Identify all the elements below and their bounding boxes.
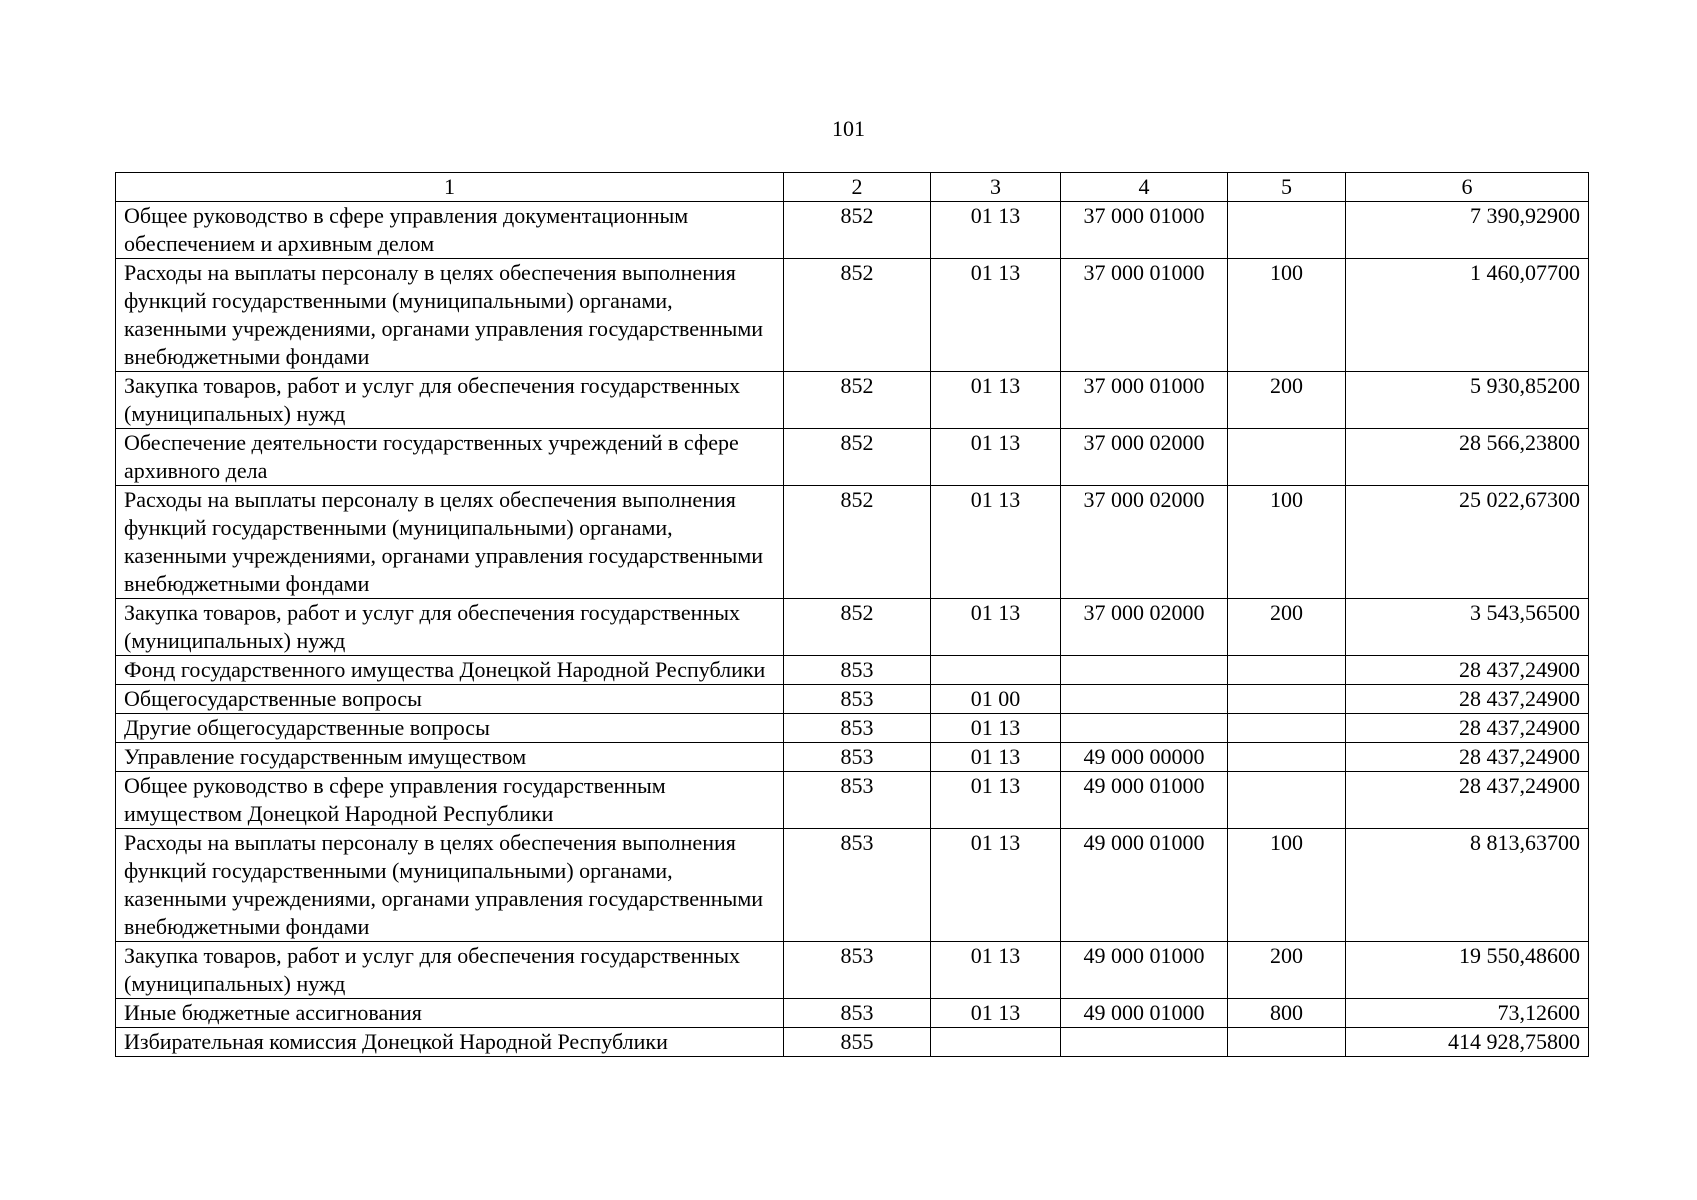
budget-table xyxy=(115,172,1589,1057)
cell-type: 100 xyxy=(1228,486,1346,599)
cell-sum: 25 022,67300 xyxy=(1346,486,1589,599)
cell-type: 100 xyxy=(1228,829,1346,942)
cell-type: 200 xyxy=(1228,372,1346,429)
cell-section xyxy=(931,656,1061,685)
cell-sum: 1 460,07700 xyxy=(1346,259,1589,372)
cell-sum: 414 928,75800 xyxy=(1346,1028,1589,1057)
cell-section: 01 13 xyxy=(931,829,1061,942)
cell-code: 852 xyxy=(784,259,931,372)
cell-sum: 28 437,24900 xyxy=(1346,685,1589,714)
cell-name: Закупка товаров, работ и услуг для обеспечения государственных (муниципальных) нужд xyxy=(116,372,784,429)
cell-type: 200 xyxy=(1228,942,1346,999)
cell-sum: 73,12600 xyxy=(1346,999,1589,1028)
table-row xyxy=(116,486,1589,599)
cell-code: 853 xyxy=(784,685,931,714)
cell-name: Избирательная комиссия Донецкой Народной Республики xyxy=(116,1028,784,1057)
cell-sum: 28 437,24900 xyxy=(1346,714,1589,743)
cell-name: Общее руководство в сфере управления документационным обеспечением и архивным делом xyxy=(116,202,784,259)
header-cell-sum: 6 xyxy=(1346,173,1589,202)
cell-name: Расходы на выплаты персоналу в целях обеспечения выполнения функций государственными (муниципальными) органами, казенными учреждениями, органами управления государственными внебюджетными фондами xyxy=(116,829,784,942)
cell-code: 852 xyxy=(784,372,931,429)
cell-article: 37 000 01000 xyxy=(1061,202,1228,259)
cell-article: 49 000 01000 xyxy=(1061,942,1228,999)
header-cell-section: 3 xyxy=(931,173,1061,202)
cell-type xyxy=(1228,685,1346,714)
header-cell-article: 4 xyxy=(1061,173,1228,202)
cell-code: 855 xyxy=(784,1028,931,1057)
cell-name: Расходы на выплаты персоналу в целях обеспечения выполнения функций государственными (муниципальными) органами, казенными учреждениями, органами управления государственными внебюджетными фондами xyxy=(116,486,784,599)
cell-article: 37 000 02000 xyxy=(1061,486,1228,599)
cell-code: 852 xyxy=(784,202,931,259)
cell-name: Управление государственным имуществом xyxy=(116,743,784,772)
cell-sum: 19 550,48600 xyxy=(1346,942,1589,999)
cell-section: 01 00 xyxy=(931,685,1061,714)
cell-type xyxy=(1228,202,1346,259)
cell-section: 01 13 xyxy=(931,599,1061,656)
cell-type xyxy=(1228,656,1346,685)
cell-type xyxy=(1228,429,1346,486)
cell-code: 853 xyxy=(784,999,931,1028)
cell-sum: 28 437,24900 xyxy=(1346,772,1589,829)
cell-article xyxy=(1061,1028,1228,1057)
cell-article: 49 000 01000 xyxy=(1061,999,1228,1028)
cell-code: 853 xyxy=(784,656,931,685)
cell-code: 853 xyxy=(784,743,931,772)
cell-type: 200 xyxy=(1228,599,1346,656)
cell-section: 01 13 xyxy=(931,202,1061,259)
cell-section: 01 13 xyxy=(931,743,1061,772)
cell-name: Общегосударственные вопросы xyxy=(116,685,784,714)
cell-code: 852 xyxy=(784,599,931,656)
page-number: 101 xyxy=(832,116,865,141)
header-row xyxy=(116,173,1589,202)
cell-sum: 7 390,92900 xyxy=(1346,202,1589,259)
table-row xyxy=(116,429,1589,486)
table-row xyxy=(116,685,1589,714)
cell-type xyxy=(1228,714,1346,743)
table-row xyxy=(116,259,1589,372)
table-row xyxy=(116,1028,1589,1057)
cell-code: 852 xyxy=(784,486,931,599)
table-body xyxy=(116,202,1589,1057)
cell-article: 37 000 02000 xyxy=(1061,599,1228,656)
cell-name: Закупка товаров, работ и услуг для обеспечения государственных (муниципальных) нужд xyxy=(116,942,784,999)
cell-section: 01 13 xyxy=(931,259,1061,372)
table-row xyxy=(116,772,1589,829)
cell-sum: 3 543,56500 xyxy=(1346,599,1589,656)
cell-sum: 28 437,24900 xyxy=(1346,656,1589,685)
cell-name: Обеспечение деятельности государственных учреждений в сфере архивного дела xyxy=(116,429,784,486)
cell-type xyxy=(1228,1028,1346,1057)
cell-article xyxy=(1061,714,1228,743)
cell-type: 800 xyxy=(1228,999,1346,1028)
cell-name: Иные бюджетные ассигнования xyxy=(116,999,784,1028)
cell-section: 01 13 xyxy=(931,429,1061,486)
cell-article: 37 000 01000 xyxy=(1061,259,1228,372)
cell-code: 852 xyxy=(784,429,931,486)
cell-code: 853 xyxy=(784,772,931,829)
cell-sum: 28 566,23800 xyxy=(1346,429,1589,486)
table-row xyxy=(116,202,1589,259)
cell-section: 01 13 xyxy=(931,486,1061,599)
cell-section: 01 13 xyxy=(931,999,1061,1028)
cell-name: Другие общегосударственные вопросы xyxy=(116,714,784,743)
table-row xyxy=(116,942,1589,999)
table-row xyxy=(116,999,1589,1028)
cell-name: Расходы на выплаты персоналу в целях обеспечения выполнения функций государственными (муниципальными) органами, казенными учреждениями, органами управления государственными внебюджетными фондами xyxy=(116,259,784,372)
cell-article: 37 000 01000 xyxy=(1061,372,1228,429)
cell-sum: 8 813,63700 xyxy=(1346,829,1589,942)
cell-type xyxy=(1228,743,1346,772)
table-header xyxy=(116,173,1589,202)
cell-section: 01 13 xyxy=(931,714,1061,743)
table-row xyxy=(116,829,1589,942)
cell-name: Закупка товаров, работ и услуг для обеспечения государственных (муниципальных) нужд xyxy=(116,599,784,656)
header-cell-code: 2 xyxy=(784,173,931,202)
cell-name: Общее руководство в сфере управления государственным имуществом Донецкой Народной Республики xyxy=(116,772,784,829)
cell-type: 100 xyxy=(1228,259,1346,372)
cell-section: 01 13 xyxy=(931,372,1061,429)
cell-section: 01 13 xyxy=(931,772,1061,829)
table-row xyxy=(116,743,1589,772)
table-row xyxy=(116,656,1589,685)
table-row xyxy=(116,599,1589,656)
cell-article: 49 000 01000 xyxy=(1061,772,1228,829)
cell-sum: 5 930,85200 xyxy=(1346,372,1589,429)
cell-section: 01 13 xyxy=(931,942,1061,999)
table-row xyxy=(116,372,1589,429)
cell-type xyxy=(1228,772,1346,829)
table-row xyxy=(116,714,1589,743)
header-cell-name: 1 xyxy=(116,173,784,202)
cell-code: 853 xyxy=(784,714,931,743)
cell-code: 853 xyxy=(784,829,931,942)
cell-article: 37 000 02000 xyxy=(1061,429,1228,486)
cell-article xyxy=(1061,656,1228,685)
cell-name: Фонд государственного имущества Донецкой Народной Республики xyxy=(116,656,784,685)
cell-section xyxy=(931,1028,1061,1057)
cell-article xyxy=(1061,685,1228,714)
cell-article: 49 000 01000 xyxy=(1061,829,1228,942)
cell-article: 49 000 00000 xyxy=(1061,743,1228,772)
cell-sum: 28 437,24900 xyxy=(1346,743,1589,772)
header-cell-type: 5 xyxy=(1228,173,1346,202)
cell-code: 853 xyxy=(784,942,931,999)
